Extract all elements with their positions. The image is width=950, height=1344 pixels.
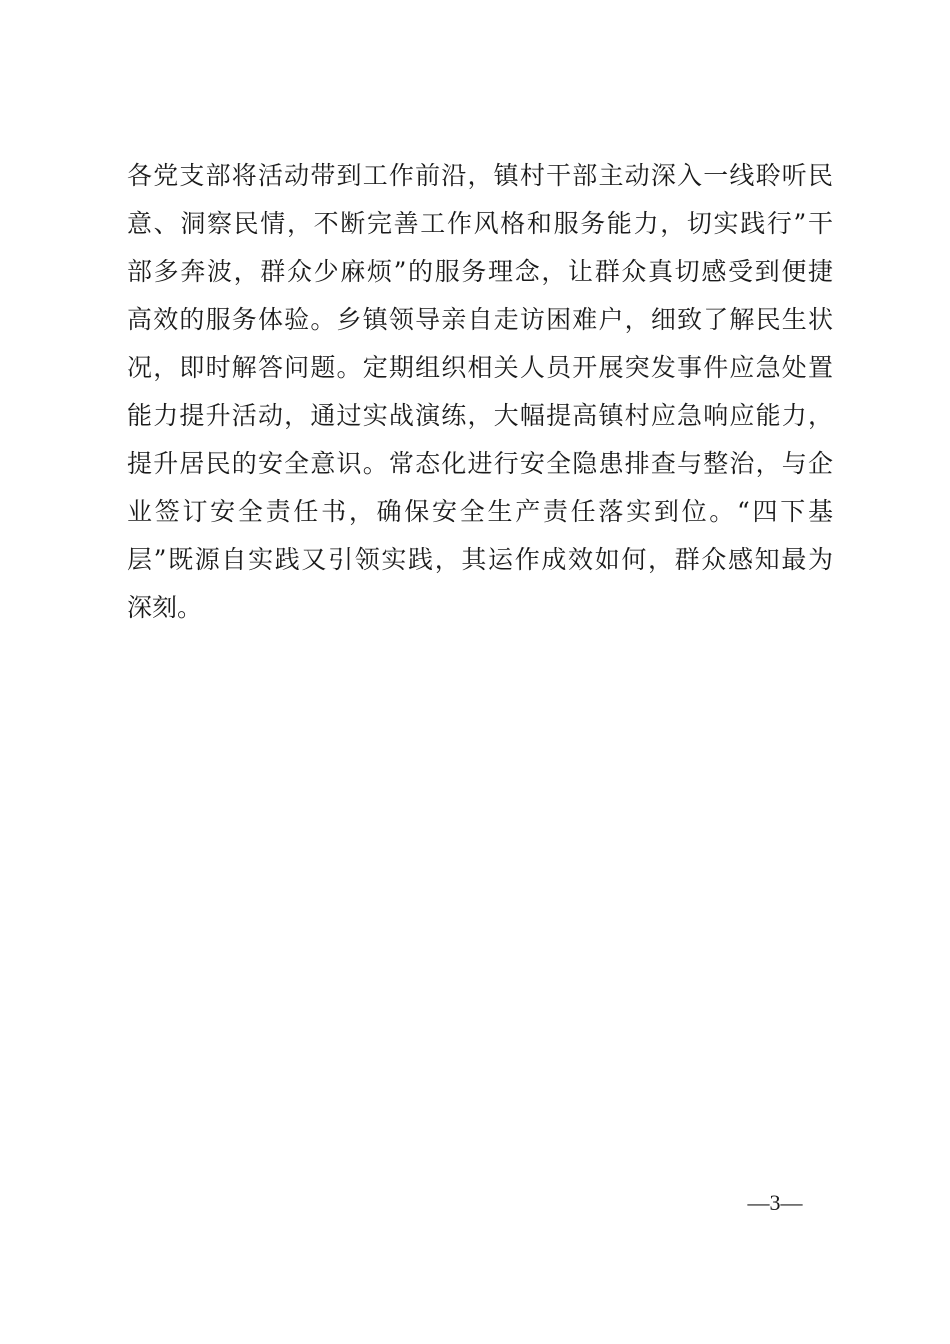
paragraph-line: 部多奔波，群众少麻烦”的服务理念，让群众真切感受到便捷 xyxy=(127,257,833,286)
body-paragraph xyxy=(127,152,833,632)
paragraph-line: 业签订安全责任书，确保安全生产责任落实到位。“四下基 xyxy=(127,497,833,526)
paragraph-line: 能力提升活动，通过实战演练，大幅提高镇村应急响应能力， xyxy=(127,401,833,430)
paragraph-line: 高效的服务体验。乡镇领导亲自走访困难户，细致了解民生状 xyxy=(127,305,833,334)
page-number: —3— xyxy=(747,1190,803,1215)
paragraph-line: 况，即时解答问题。定期组织相关人员开展突发事件应急处置 xyxy=(127,353,833,382)
paragraph-line: 各党支部将活动带到工作前沿，镇村干部主动深入一线聆听民 xyxy=(127,161,833,190)
paragraph-line: 意、洞察民情，不断完善工作风格和服务能力，切实践行”干 xyxy=(127,209,833,238)
paragraph-line: 层”既源自实践又引领实践，其运作成效如何，群众感知最为 xyxy=(127,545,833,574)
paragraph-line: 深刻。 xyxy=(127,593,203,622)
paragraph-line: 提升居民的安全意识。常态化进行安全隐患排查与整治，与企 xyxy=(127,449,833,478)
